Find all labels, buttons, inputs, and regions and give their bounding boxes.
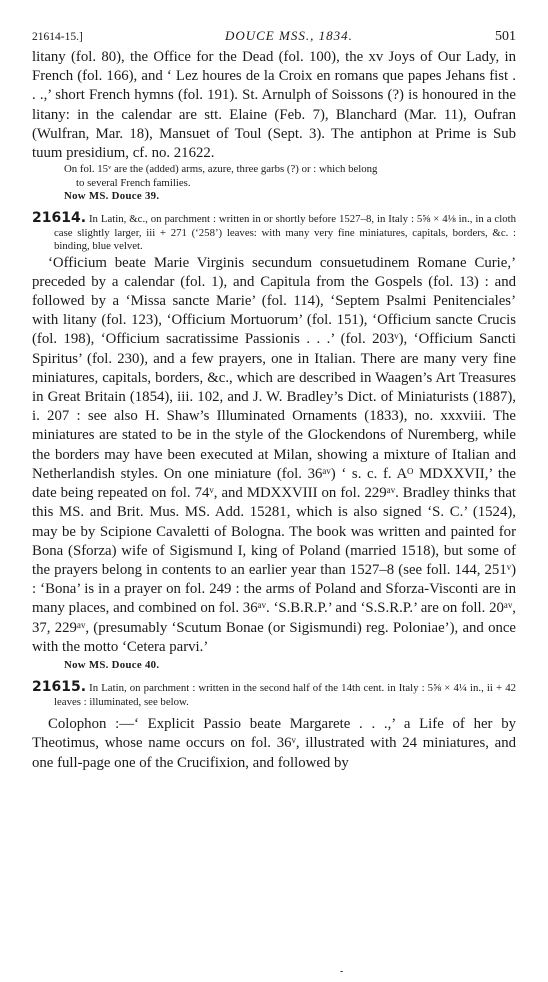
note-arms-line-2: to several French families. <box>76 176 191 189</box>
entry-21614-description: In Latin, &c., on parchment : written in or shortly before 1527–8, in Italy : 5⅝ × 4⅛ in., in a cloth case slightly larger, iii + 271 (‘258’) leaves: with many very fine miniatures, capitals, borders, &c. : binding, blue velvet. <box>54 213 516 253</box>
entry-number-21614: 21614. <box>32 210 87 227</box>
entry-number-21615: 21615. <box>32 679 87 696</box>
entry-21614-head <box>32 212 516 253</box>
document-page <box>32 28 516 773</box>
footer-mark: - <box>340 966 344 977</box>
entry-21615-head <box>32 681 516 709</box>
entry-21615-description: In Latin, on parchment : written in the second half of the 14th cent. in Italy : 5⅝ × 4¼ in., ii + 42 leaves : illuminated, see below. <box>54 682 516 708</box>
shelfmark-40: Now MS. Douce 40. <box>64 658 160 671</box>
page-number: 501 <box>495 29 516 44</box>
note-arms-line-1: On fol. 15ᵛ are the (added) arms, azure, three garbs (?) or : which belong <box>64 163 378 176</box>
paragraph-1: litany (fol. 80), the Office for the Dead (fol. 100), the xv Joys of Our Lady, in French (fol. 166), and ‘ Lez houres de la Croix en romans que papes Jehans fist . . .,’ short French hymns (fol. 191). St. Arnulph of Soissons (?) is honoured in the litany: in the calendar are stt. Elaine (Feb. 7), Blanchard (Mar. 11), Oufran (Wulfran, Mar. 18), Mansuet of Toul (Sept. 3). The antiphon at Prime is Sub tuum presidium, cf. no. 21622. <box>32 49 516 162</box>
header-ref: 21614-15.] <box>32 31 83 43</box>
shelfmark-39: Now MS. Douce 39. <box>64 190 160 203</box>
running-header <box>32 28 516 46</box>
paragraph-3: Colophon :—‘ Explicit Passio beate Margarete . . .,’ a Life of her by Theotimus, whose name occurs on fol. 36ᵛ, illustrated with 24 miniatures, and one full-page one of the Crucifixion, and followed by <box>32 716 516 771</box>
note-arms <box>32 163 516 190</box>
header-title: DOUCE MSS., 1834. <box>224 28 353 43</box>
paragraph-2: ‘Officium beate Marie Virginis secundum consuetudinem Romane Curie,’ preceded by a calendar (fol. 1), and Capitula from the Gospels (fol. 13) : and followed by a ‘Missa sancte Marie’ (fol. 114), ‘Septem Psalmi Penitenciales’ with litany (fol. 123), ‘Officium Mortuorum’ (fol. 151), ‘Officium sancte Crucis (fol. 198), ‘Officium sacratissime Passionis . . .’ (fol. 203ᵛ), ‘Officium Sancti Spiritus’ (fol. 230), and a few prayers, one in Italian. There are many very fine miniatures, capitals, borders, &c., which are described in Waagen’s Art Treasures in Great Britain (1854), iii. 102, and J. W. Bradley’s Dict. of Miniaturists (1887), i. 207 : see also H. Shaw’s Illuminated Ornaments (1833), no. xxxviii. The miniatures are stated to be in the style of the Glockendons of Nuremberg, while the borders may have been executed at Milan, showing a mixture of Italian and Netherlandish styles. On one miniature (fol. 36ᵃᵛ) ‘ s. c. f. Aᴼ MDXXVII,’ the date being repeated on fol. 74ᵛ, and MDXXVIII on fol. 229ᵃᵛ. Bradley thinks that this MS. and Brit. Mus. MS. Add. 15281, which is also signed ‘S. C.’ (1524), may be by Scipione Cavaletti of Bologna. The book was written and painted for Bona (Sforza) wife of Sigismund I, king of Poland (married 1518), but some of the prayers belong in contents to an earlier year than 1527–8 (see foll. 144, 251ᵛ) : ‘Bona’ is in a prayer on fol. 249 : the arms of Poland and Sforza-Visconti are in many places, and combined on fol. 36ᵃᵛ. ‘S.B.R.P.’ and ‘S.S.R.P.’ are on foll. 20ᵃᵛ, 37, 229ᵃᵛ, (presumably ‘Scutum Bonae (or Sigismundi) reg. Poloniae’), and once with the motto ‘Cetera parvi.’ <box>32 254 516 655</box>
